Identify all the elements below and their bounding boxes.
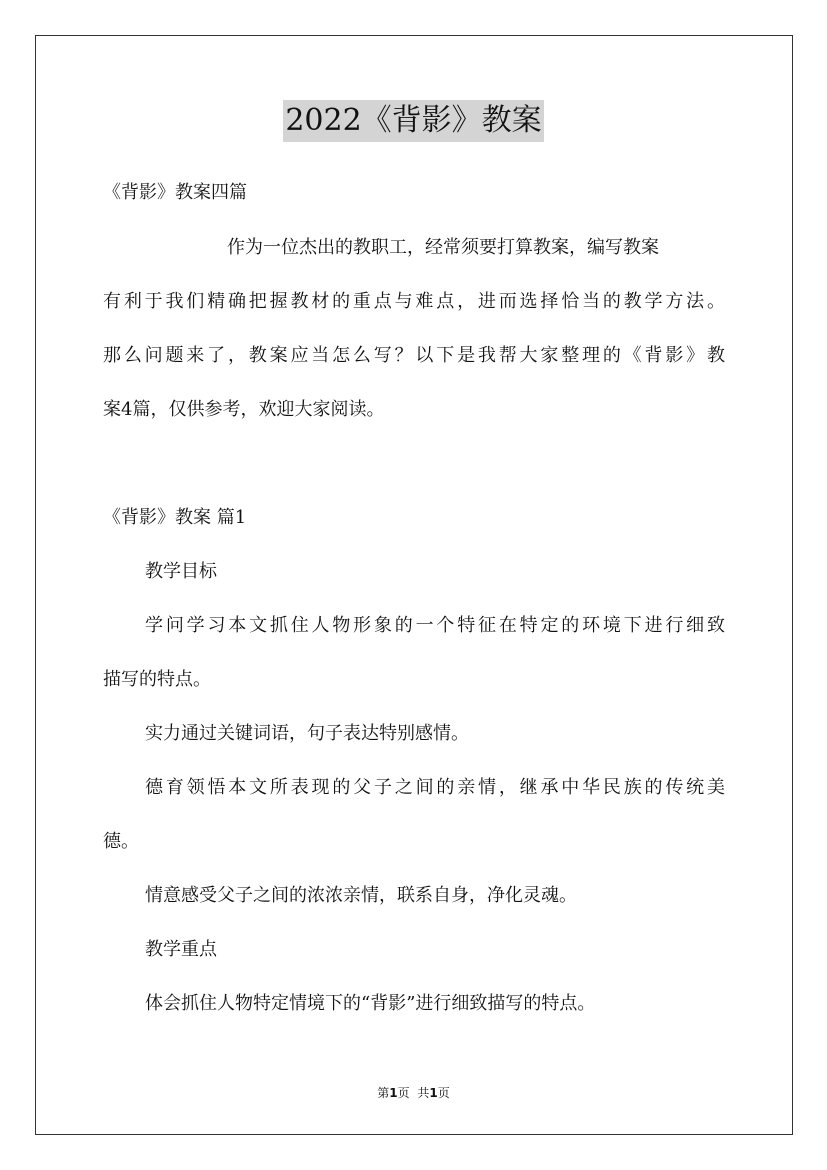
section-line-8: 教学重点 (145, 939, 217, 960)
title-container (0, 100, 827, 142)
section-line-1: 教学目标 (145, 561, 217, 582)
intro-line-2: 有利于我们精确把握教材的重点与难点，进而选择恰当的教学方法。 (103, 291, 725, 312)
section-line-6: 德。 (103, 831, 139, 852)
section-line-5: 德育领悟本文所表现的父子之间的亲情，继承中华民族的传统美 (145, 777, 725, 798)
section-line-7: 情意感受父子之间的浓浓亲情，联系自身，净化灵魂。 (145, 885, 577, 906)
section-heading: 《背影》教案 篇1 (103, 507, 247, 528)
footer-page-suffix: 页 (397, 1086, 410, 1100)
footer-total-suffix: 页 (437, 1086, 450, 1100)
footer-page-prefix: 第 (377, 1086, 390, 1100)
document-subtitle: 《背影》教案四篇 (103, 182, 247, 203)
intro-line-3: 那么问题来了，教案应当怎么写？以下是我帮大家整理的《背影》教 (103, 345, 725, 366)
intro-line-1: 作为一位杰出的教职工，经常须要打算教案，编写教案 (227, 237, 659, 258)
section-line-4: 实力通过关键词语，句子表达特别感情。 (145, 723, 469, 744)
section-line-2: 学问学习本文抓住人物形象的一个特征在特定的环境下进行细致 (145, 615, 725, 636)
footer-total-number: 1 (429, 1086, 438, 1100)
footer-page-number: 1 (389, 1086, 398, 1100)
section-line-9: 体会抓住人物特定情境下的“背影”进行细致描写的特点。 (145, 993, 596, 1014)
page-footer (0, 1085, 827, 1101)
document-title: 2022《背影》教案 (283, 100, 543, 142)
section-line-3: 描写的特点。 (103, 669, 211, 690)
footer-total-prefix: 共 (417, 1086, 430, 1100)
intro-line-4: 案4篇，仅供参考，欢迎大家阅读。 (103, 399, 385, 420)
